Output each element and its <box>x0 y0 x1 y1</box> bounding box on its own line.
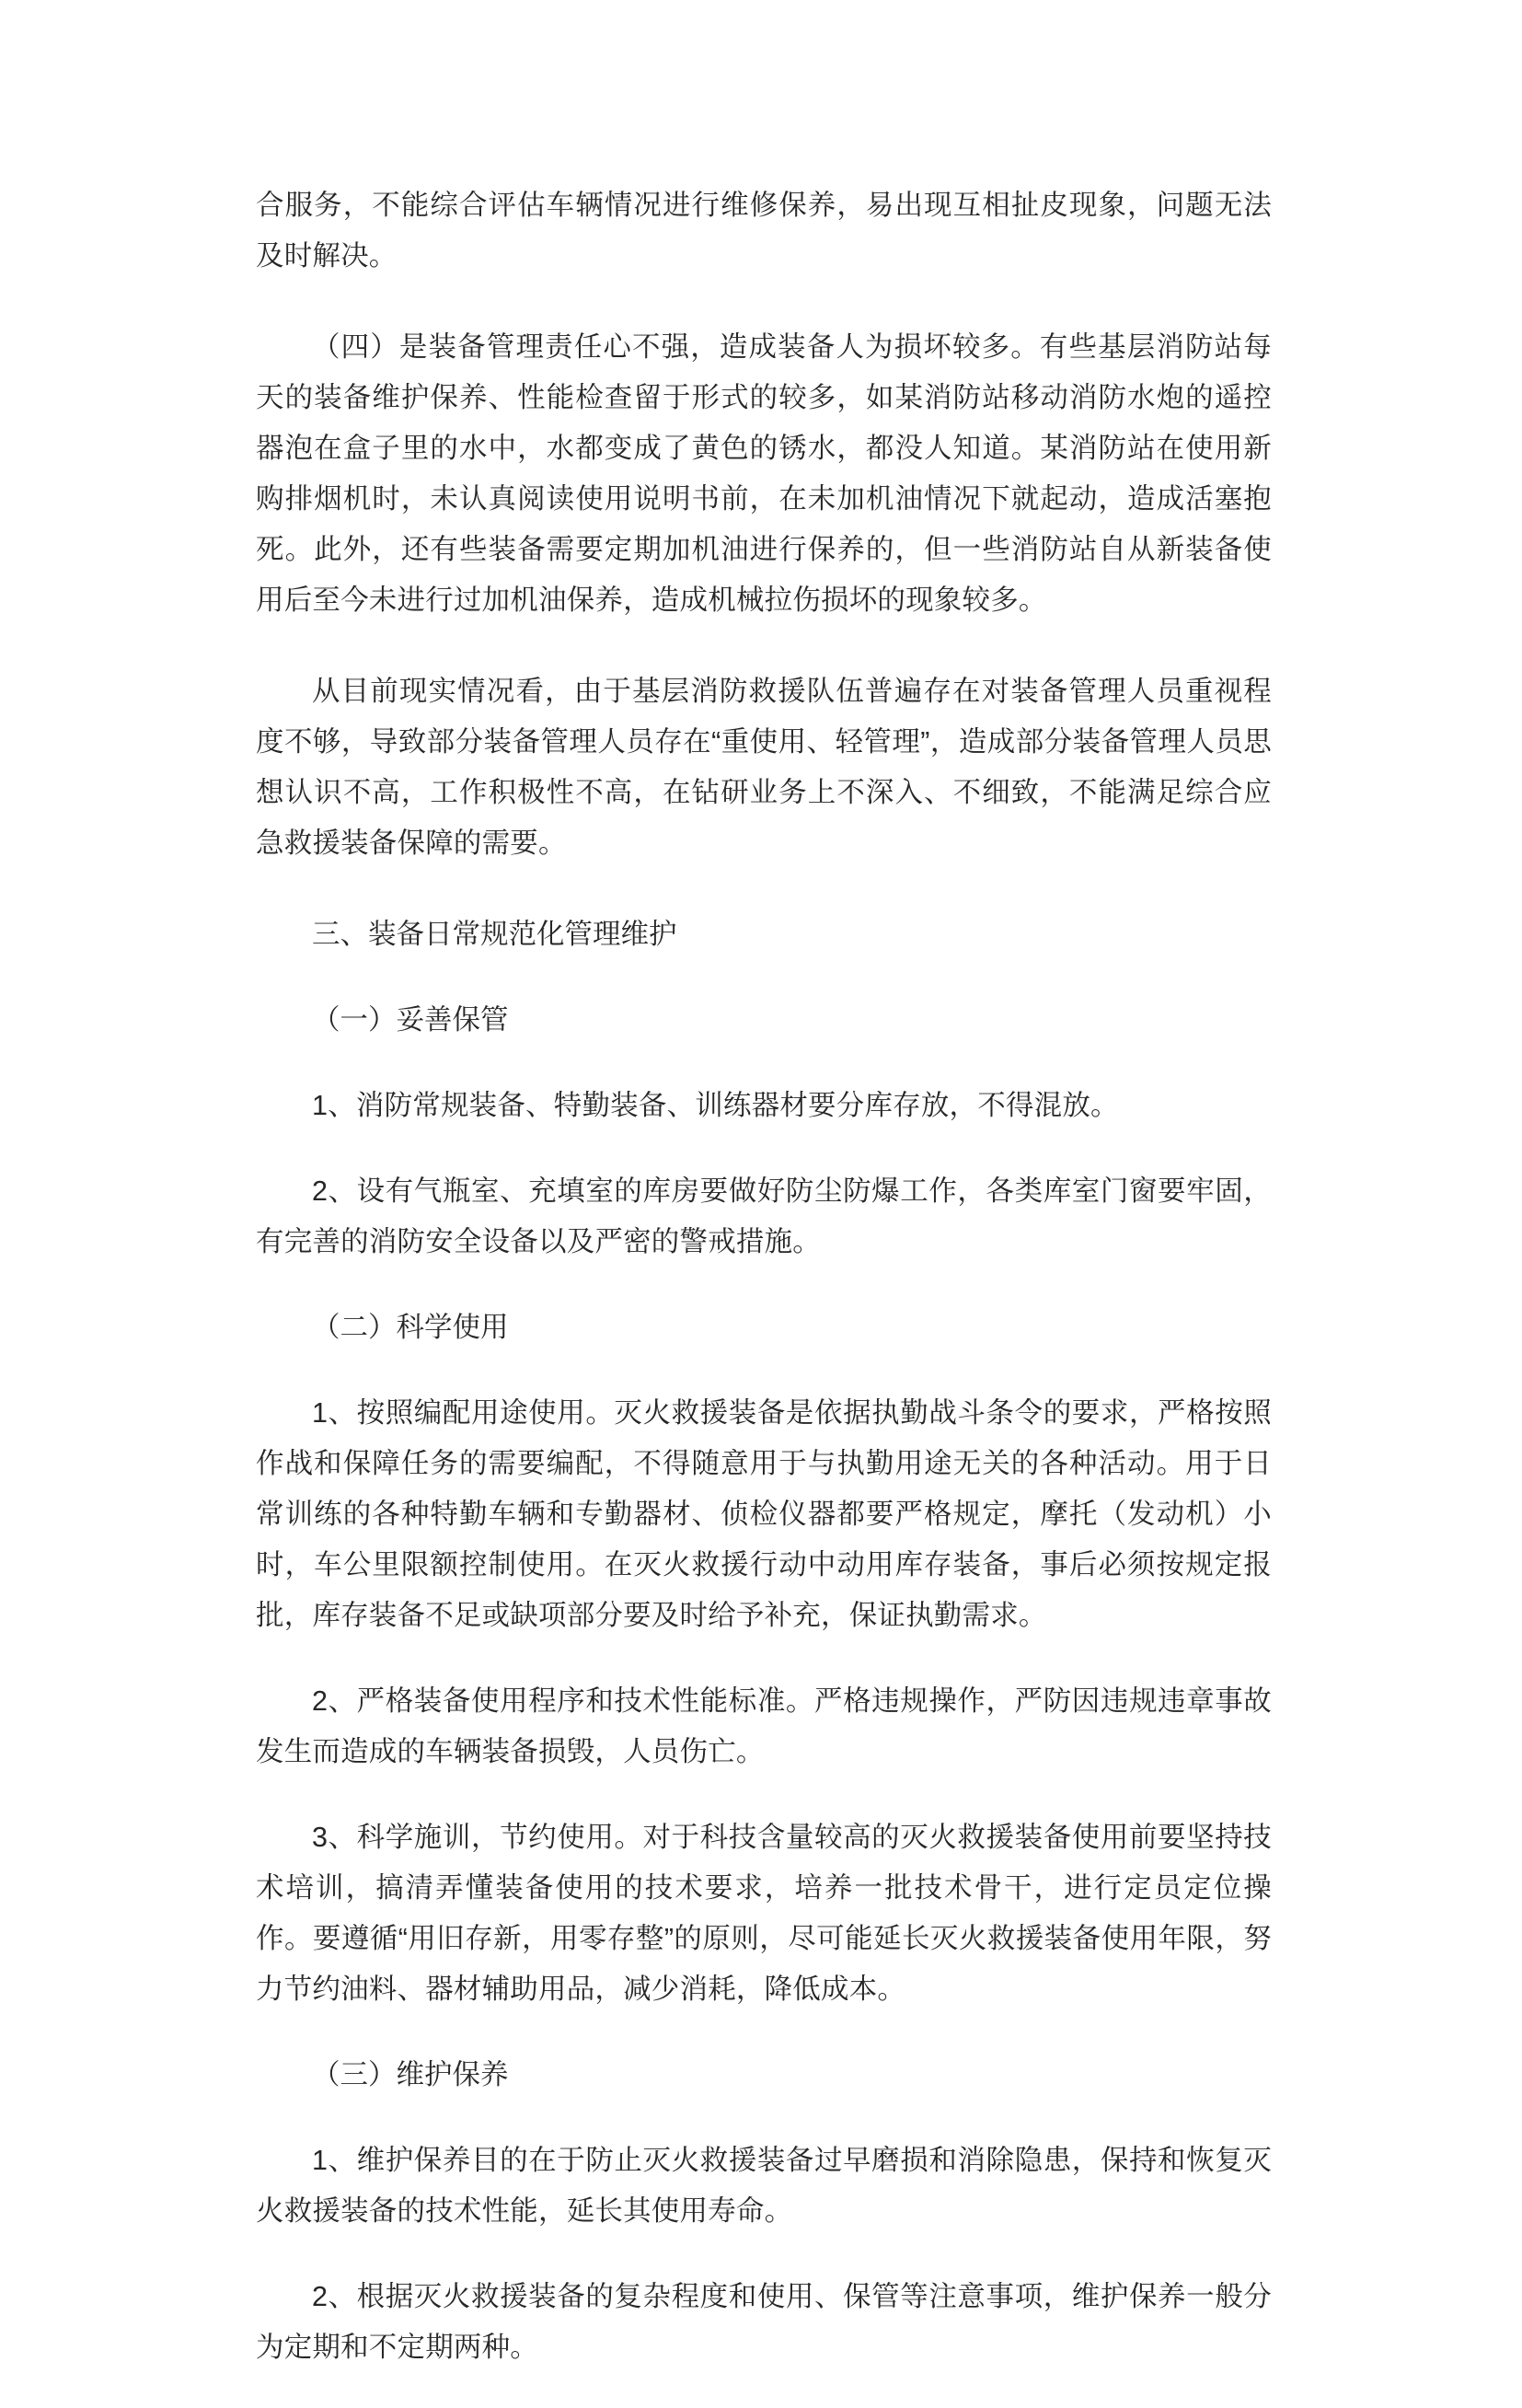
paragraph-continued: 合服务，不能综合评估车辆情况进行维修保养，易出现互相扯皮现象，问题无法及时解决。 <box>256 190 1272 272</box>
paragraph-2-3: 3、科学施训，节约使用。对于科技含量较高的灭火救援装备使用前要坚持技术培训，搞清弄懂装备使用的技术要求，培养一批技术骨干，进行定员定位操作。要遵循“用旧存新，用零存整”的原则，尽可能延长灭火救援装备使用年限，努力节约油料、器材辅助用品，减少消耗，降低成本。 <box>256 1822 1272 2005</box>
paragraph-2-1: 1、按照编配用途使用。灭火救援装备是依据执勤战斗条令的要求，严格按照作战和保障任务的需要编配，不得随意用于与执勤用途无关的各种活动。用于日常训练的各种特勤车辆和专勤器材、侦检仪器都要严格规定，摩托（发动机）小时，车公里限额控制使用。在灭火救援行动中动用库存装备，事后必须按规定报批，库存装备不足或缺项部分要及时给予补充，保证执勤需求。 <box>256 1397 1272 1631</box>
paragraph-3-1: 1、维护保养目的在于防止灭火救援装备过早磨损和消除隐患，保持和恢复灭火救援装备的技术性能，延长其使用寿命。 <box>256 2145 1272 2227</box>
paragraph-1-2: 2、设有气瓶室、充填室的库房要做好防尘防爆工作，各类库室门窗要牢固，有完善的消防安全设备以及严密的警戒措施。 <box>256 1175 1272 1257</box>
heading-section-three: 三、装备日常规范化管理维护 <box>312 919 677 950</box>
subheading-maintenance: （三）维护保养 <box>312 2059 509 2090</box>
paragraph-2-2: 2、严格装备使用程序和技术性能标准。严格违规操作，严防因违规违章事故发生而造成的车辆装备损毁，人员伤亡。 <box>256 1685 1272 1767</box>
document-content <box>256 180 1272 2408</box>
subheading-scientific-use: （二）科学使用 <box>312 1312 509 1343</box>
paragraph-item-four: （四）是装备管理责任心不强，造成装备人为损坏较多。有些基层消防站每天的装备维护保养、性能检查留于形式的较多，如某消防站移动消防水炮的遥控器泡在盒子里的水中，水都变成了黄色的锈水，都没人知道。某消防站在使用新购排烟机时，未认真阅读使用说明书前，在未加机油情况下就起动，造成活塞抱死。此外，还有些装备需要定期加机油进行保养的，但一些消防站自从新装备使用后至今未进行过加机油保养，造成机械拉伤损坏的现象较多。 <box>256 331 1272 616</box>
paragraph-3-2: 2、根据灭火救援装备的复杂程度和使用、保管等注意事项，维护保养一般分为定期和不定期两种。 <box>256 2281 1272 2363</box>
subheading-proper-storage: （一）妥善保管 <box>312 1004 509 1036</box>
paragraph-1-1: 1、消防常规装备、特勤装备、训练器材要分库存放，不得混放。 <box>312 1090 1119 1121</box>
paragraph-summary: 从目前现实情况看，由于基层消防救援队伍普遍存在对装备管理人员重视程度不够，导致部分装备管理人员存在“重使用、轻管理”，造成部分装备管理人员思想认识不高，工作积极性不高，在钻研业务上不深入、不细致，不能满足综合应急救援装备保障的需要。 <box>256 676 1272 859</box>
